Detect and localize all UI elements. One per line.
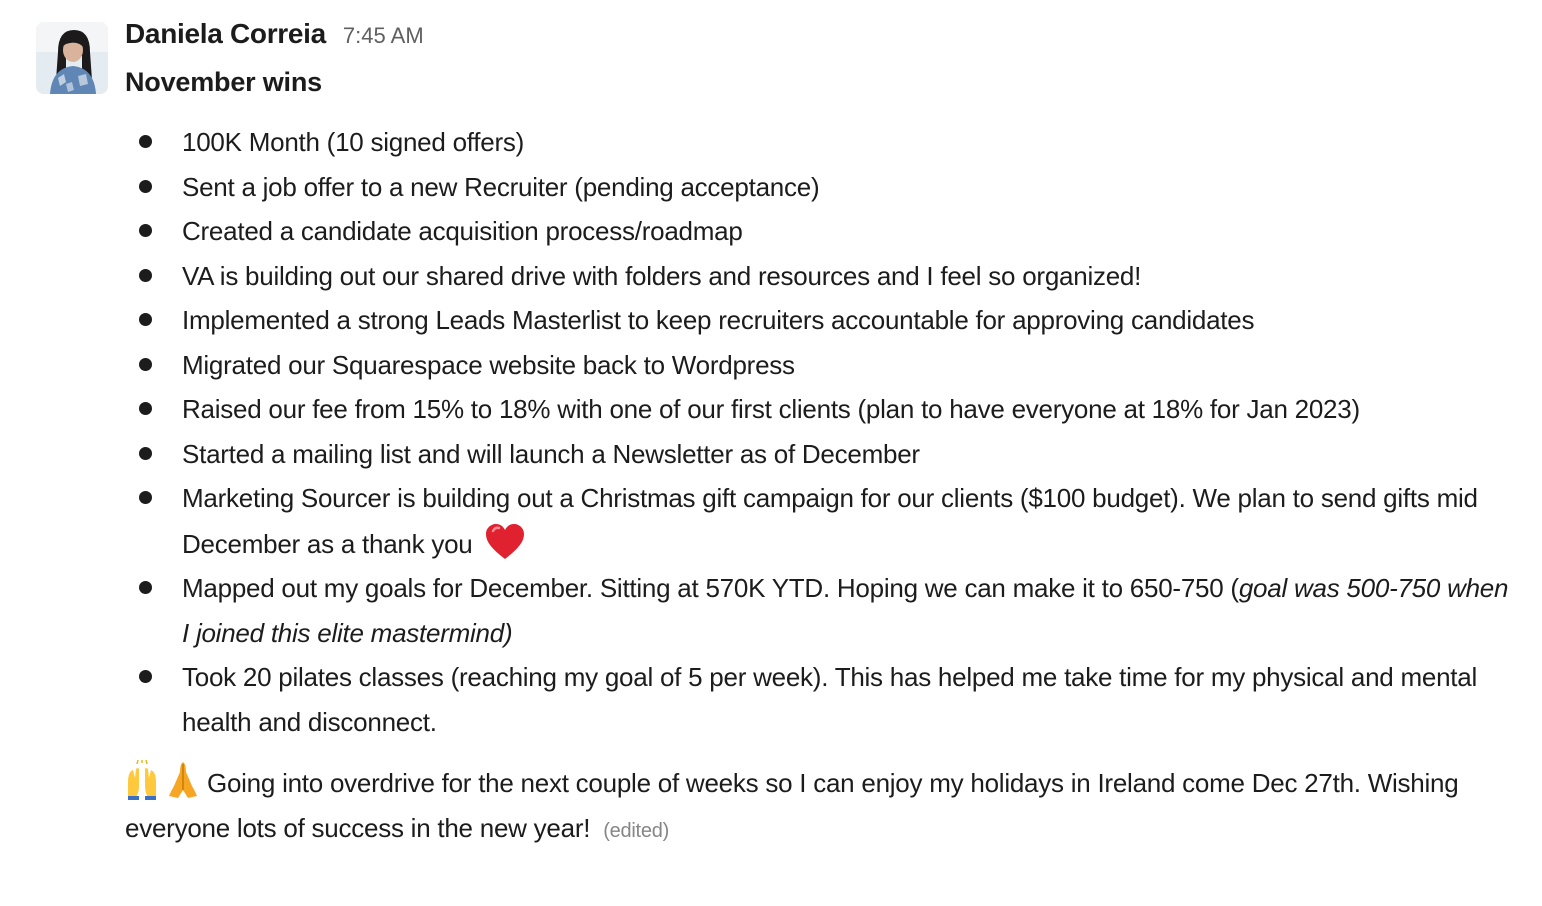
list-item-text: Implemented a strong Leads Masterlist to keep recruiters accountable for approving candidates [182,305,1255,335]
raising-hands-emoji-icon [125,760,159,800]
bullet-icon [139,670,152,683]
list-item-text: VA is building out our shared drive with folders and resources and I feel so organized! [182,260,1142,291]
bullet-icon [139,135,152,148]
list-item-text: Marketing Sourcer is building out a Christmas gift campaign for our clients ($100 budget). We plan to send gifts mid December as a thank you [182,483,1478,559]
edited-label: (edited) [603,819,670,842]
message-header [125,18,1520,58]
list-item [125,209,1520,254]
bullet-icon [139,402,152,415]
bullet-icon [139,358,152,371]
list-item-text: 100K Month (10 signed offers) [182,127,525,157]
bullet-icon [139,447,152,460]
list-item [125,432,1520,477]
bullet-icon [139,581,152,594]
folded-hands-emoji-icon [166,760,200,800]
bullet-icon [139,491,152,504]
list-item-italic-text: goal was 500-750 when I joined this elite mastermind) [182,573,1509,648]
list-item [125,566,1520,655]
list-item [125,165,1520,210]
list-item-text: Raised our fee from 15% to 18% with one of our first clients (plan to have everyone at 18% for Jan 2023) [182,394,1360,424]
avatar-image [36,22,108,94]
timestamp[interactable]: 7:45 AM [342,23,424,48]
closing-text: Going into overdrive for the next couple of weeks so I can enjoy my holidays in Ireland come Dec 27th. Wishing everyone lots of success in the new year! [125,768,1459,843]
message-title: November wins [125,67,322,97]
bullet-icon [139,313,152,326]
list-item-text: Created a candidate acquisition process/roadmap [182,216,743,246]
avatar[interactable] [36,22,108,94]
list-item-text: Took 20 pilates classes (reaching my goal of 5 per week). This has helped me take time for my physical and mental health and disconnect. [182,662,1478,737]
list-item [125,343,1520,388]
list-item [125,387,1520,432]
red-heart-emoji-icon [484,521,526,563]
sender-name[interactable]: Daniela Correia [125,18,326,49]
list-item-text: Started a mailing list and will launch a Newsletter as of December [182,438,920,469]
list-item [125,655,1520,744]
bullet-icon [139,180,152,193]
bullet-icon [139,224,152,237]
list-item-text: Mapped out my goals for December. Sitting at 570K YTD. Hoping we can make it to 650-750 ( [182,573,1239,603]
wins-list [125,120,1520,744]
closing-paragraph [125,760,1520,853]
list-item [125,476,1520,566]
message-content [125,18,1520,853]
list-item-text: Sent a job offer to a new Recruiter (pending acceptance) [182,171,820,202]
list-item [125,298,1520,343]
bullet-icon [139,269,152,282]
list-item [125,254,1520,299]
list-item-text: Migrated our Squarespace website back to Wordpress [182,349,795,380]
list-item [125,120,1520,165]
